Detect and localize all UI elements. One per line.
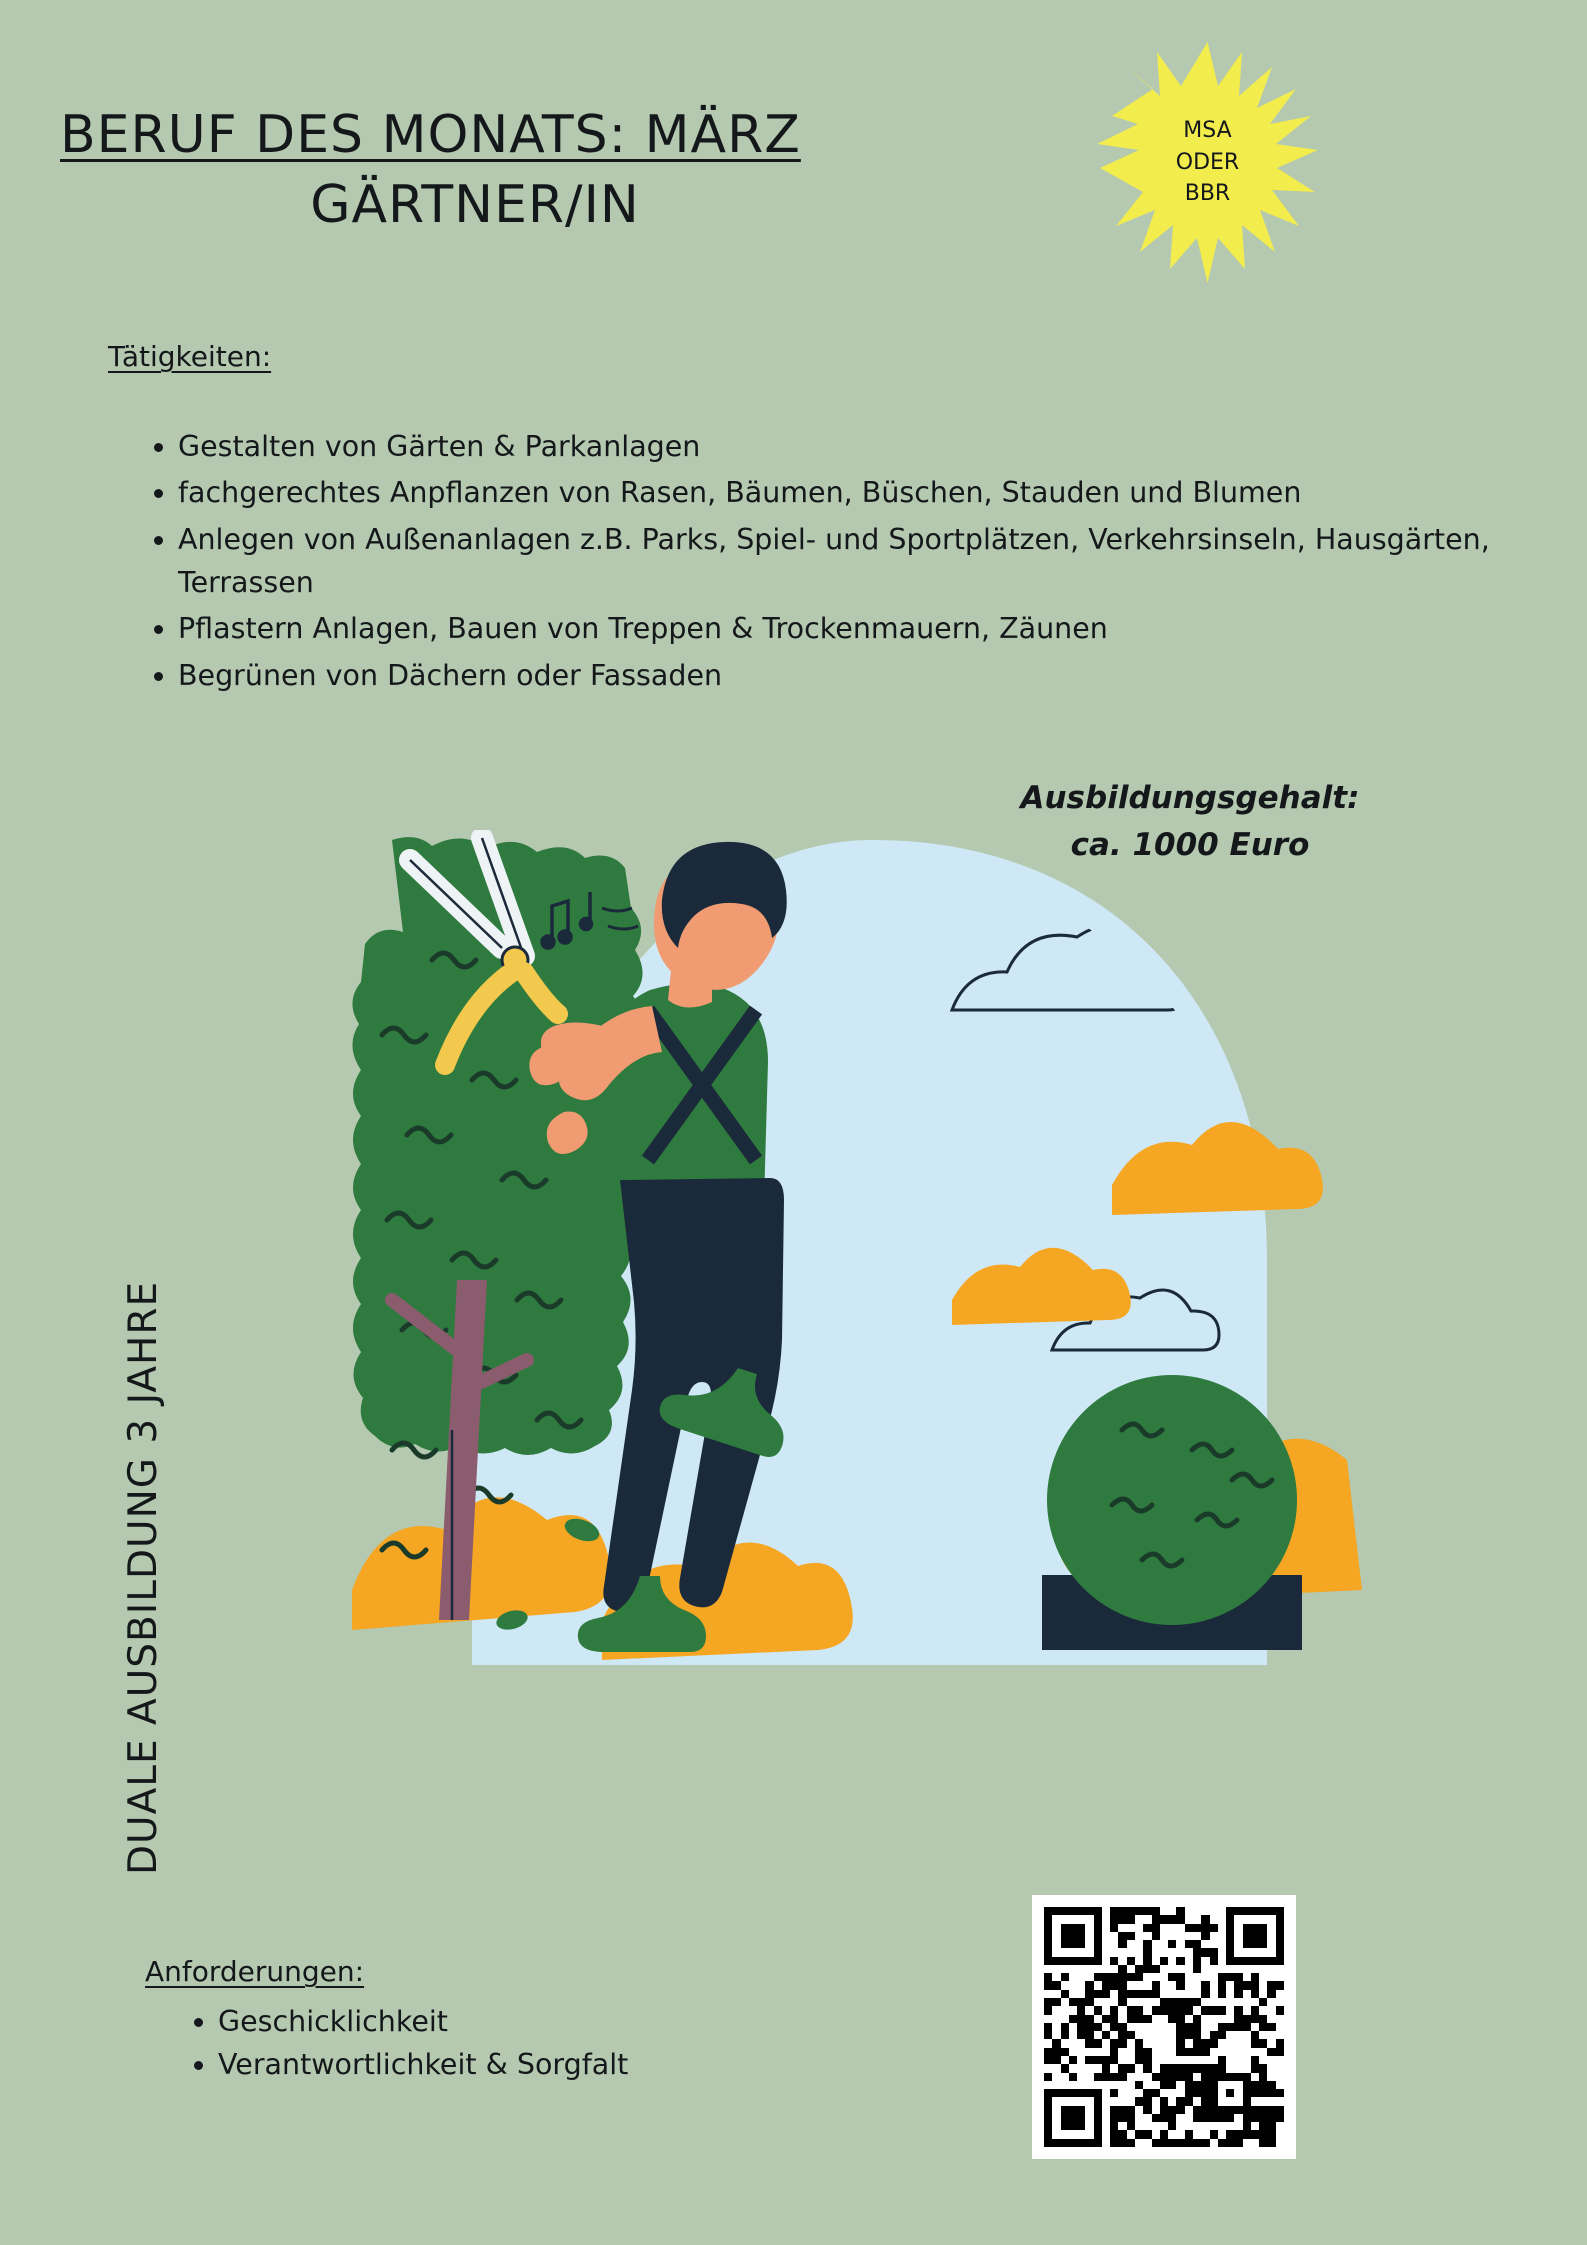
list-item: • Geschicklichkeit: [218, 2000, 628, 2043]
requirements-list: [170, 2000, 628, 2087]
training-duration-label: DUALE AUSBILDUNG 3 JAHRE: [121, 1280, 166, 1875]
badge-text: [1085, 40, 1330, 285]
list-item: • Begrünen von Dächern oder Fassaden: [178, 654, 1548, 697]
badge-line-2: ODER: [1175, 149, 1240, 175]
list-item: • Pflastern Anlagen, Bauen von Treppen & Trockenmauern, Zäunen: [178, 607, 1548, 650]
title-line-2: GÄRTNER/IN: [310, 175, 640, 235]
list-item: • Verantwortlichkeit & Sorgfalt: [218, 2043, 628, 2086]
list-item: • Anlegen von Außenanlagen z.B. Parks, Spiel- und Sportplätzen, Verkehrsinseln, Hausgärten, Terrassen: [178, 518, 1548, 605]
qr-code-matrix: [1044, 1907, 1284, 2147]
badge-line-1: MSA: [1183, 117, 1232, 143]
activities-list: [128, 425, 1548, 700]
gardener-illustration: [352, 830, 1362, 1880]
badge-line-3: BBR: [1184, 181, 1231, 207]
requirements-heading: Anforderungen:: [145, 1955, 365, 1988]
salary-line-2: ca. 1000 Euro: [1070, 826, 1310, 863]
activities-heading: Tätigkeiten:: [108, 340, 272, 373]
salary-line-1: Ausbildungsgehalt:: [1020, 780, 1360, 816]
list-item: • Gestalten von Gärten & Parkanlagen: [178, 425, 1548, 468]
page-title: [60, 105, 1080, 235]
list-item: • fachgerechtes Anpflanzen von Rasen, Bäumen, Büschen, Stauden und Blumen: [178, 471, 1548, 514]
sun-burst-badge: [1085, 40, 1330, 285]
title-line-1: BERUF DES MONATS: MÄRZ: [60, 105, 801, 165]
qr-code[interactable]: [1032, 1895, 1296, 2159]
